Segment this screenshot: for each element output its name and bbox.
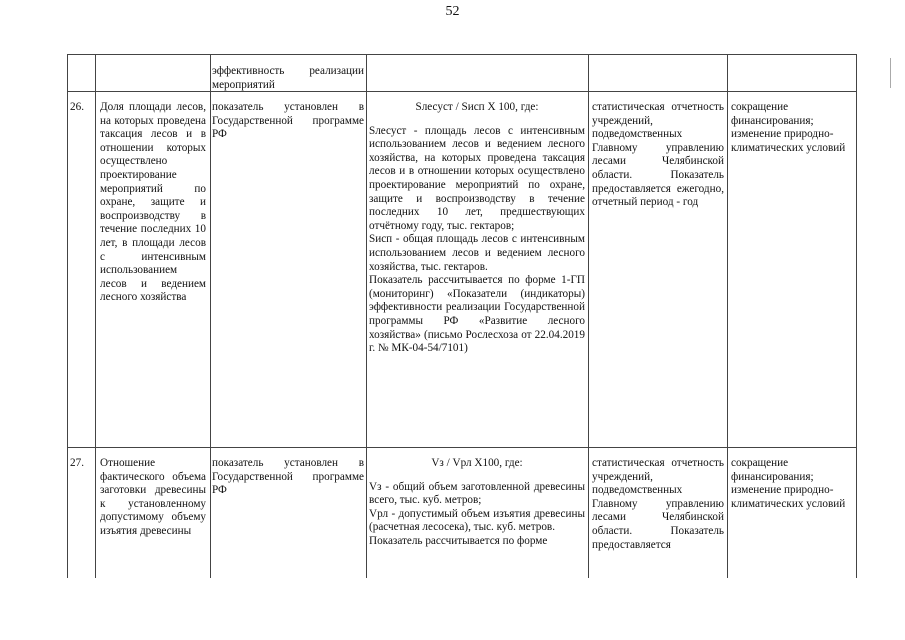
- calculation-method: [369, 457, 585, 549]
- formula-term: Vз - общий объем заготовленной древесины всего, тыс. куб. метров;: [369, 480, 585, 507]
- indicator-name: Отношение фактического объема заготовки древесины к установленному допустимому объему изъятия древесины: [100, 457, 206, 537]
- spacer: [369, 471, 585, 481]
- page-cut: [67, 578, 857, 584]
- calculation-note: Показатель рассчитывается по форме: [369, 534, 548, 547]
- prev-row-basis: эффективность реализации мероприятий: [212, 65, 364, 91]
- grid-line: [856, 54, 857, 582]
- grid-line: [67, 447, 857, 448]
- scan-edge-mark: [890, 58, 892, 88]
- grid-line: [67, 54, 68, 582]
- formula: Vз / Vрл Х100, где:: [431, 457, 523, 469]
- risk-factors: сокращение финансирования; изменение природно-климатических условий: [731, 101, 846, 154]
- grid-line: [727, 54, 728, 582]
- formula-term: Sлесуст - площадь лесов с интенсивным использованием лесов и ведением лесного хозяйства, на которых проведена таксация лесов и в отношении которых осуществлено проектирование мероприятий по охране, защите и воспроизводству в течение последних 10 лет, предшествующих отчётному году, тыс. гектаров;: [369, 124, 585, 232]
- grid-line: [67, 54, 857, 55]
- grid-line: [95, 54, 96, 582]
- page-number: 52: [445, 4, 460, 19]
- row-number: 26.: [70, 101, 84, 113]
- grid-line: [588, 54, 589, 582]
- grid-line: [67, 91, 857, 92]
- formula: Sлесуст / Sисп Х 100, где:: [415, 101, 539, 113]
- calculation-note: Показатель рассчитывается по форме 1-ГП (мониторинг) «Показатели (индикаторы) эффективности реализации Государственной программы РФ «Развитие лесного хозяйства» (письмо Рослесхоза от 22.04.2019 г. № МК-04-54/7101): [369, 274, 585, 355]
- data-source: статистическая отчетность учреждений, подведомственных Главному управлению лесами Челябинской области. Показатель предоставляется ежегодно, отчетный период - год: [592, 101, 724, 209]
- calculation-method: [369, 101, 585, 356]
- data-source: статистическая отчетность учреждений, подведомственных Главному управлению лесами Челябинской области. Показатель предоставляется: [592, 457, 724, 551]
- row-number: 27.: [70, 457, 84, 469]
- formula-term: Vрл - допустимый объем изъятия древесины (расчетная лесосека), тыс. куб. метров.: [369, 507, 585, 534]
- grid-line: [210, 54, 211, 582]
- formula-term: Sисп - общая площадь лесов с интенсивным использованием лесов и ведением лесного хозяйства, тыс. гектаров.: [369, 233, 585, 273]
- indicator-table: [67, 54, 857, 582]
- indicator-basis: показатель установлен в Государственной программе РФ: [212, 101, 364, 141]
- indicator-name: Доля площади лесов, на которых проведена таксация лесов и в отношении которых осуществлено проектирование мероприятий по охране, защите и воспроизводству в течение последних 10 лет, в площади лесов с интенсивным использованием лесов и ведением лесного хозяйства: [100, 101, 206, 304]
- indicator-basis: показатель установлен в Государственной программе РФ: [212, 457, 364, 497]
- grid-line: [366, 54, 367, 582]
- spacer: [369, 115, 585, 125]
- risk-factors: сокращение финансирования; изменение природно-климатических условий: [731, 457, 846, 510]
